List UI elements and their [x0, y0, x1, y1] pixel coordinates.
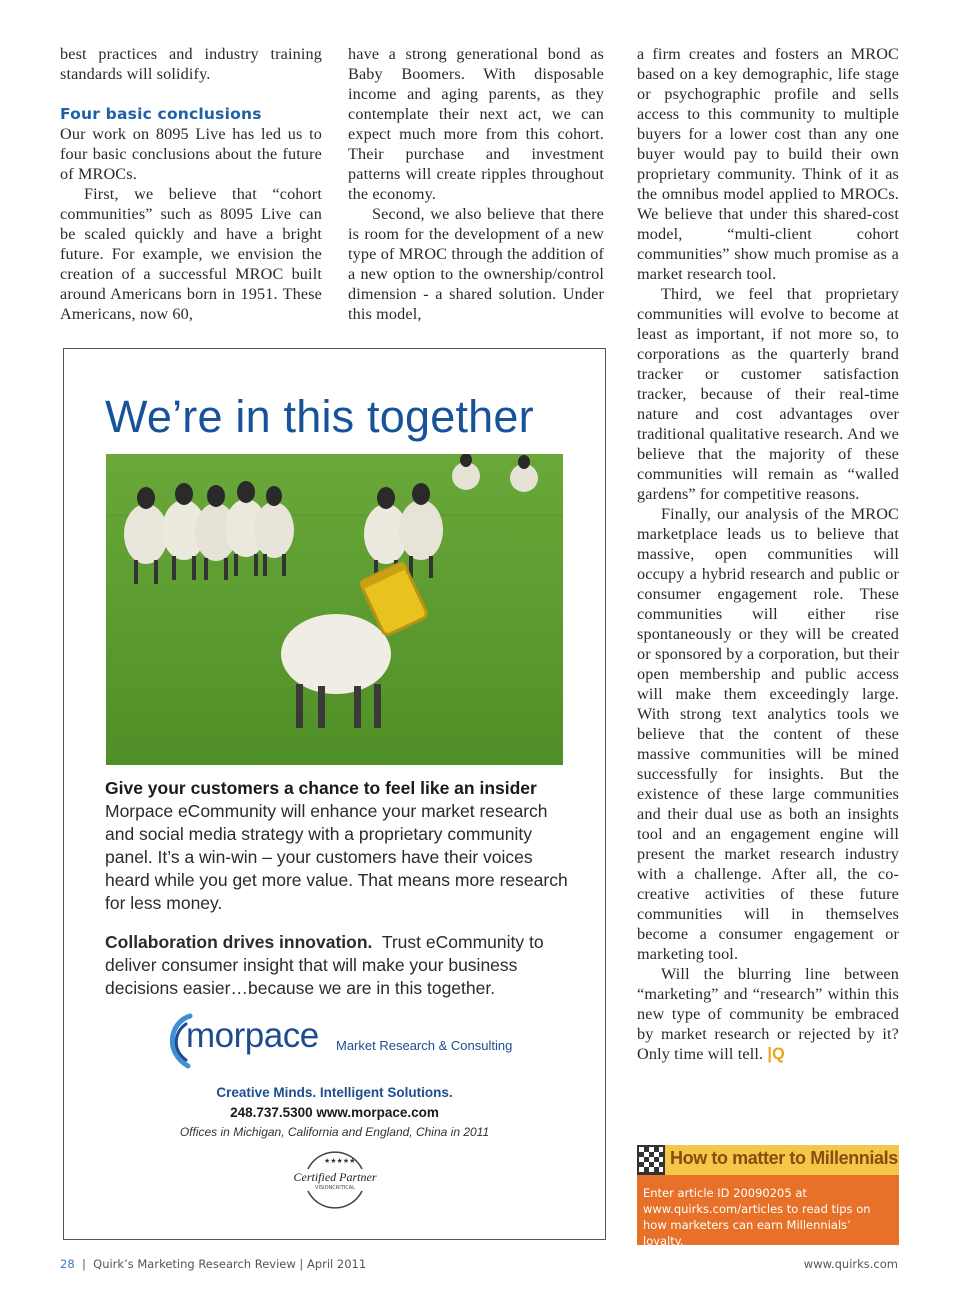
ad-contact: 248.737.5300 www.morpace.com [230, 1105, 439, 1120]
ad-slogan: Creative Minds. Intelligent Solutions. [216, 1085, 453, 1100]
paragraph: best practices and industry training standards will solidify. [60, 45, 322, 83]
paragraph: Our work on 8095 Live has led us to four basic conclusions about the future of MROCs. [60, 125, 322, 183]
sheep-photo [106, 454, 563, 765]
section-subhead: Four basic conclusions [60, 105, 262, 123]
paragraph: have a strong generational bond as Baby Boomers. With disposable income and aging parents, as they contemplate their next act, we can expect much more from this cohort. Their purchase and investment patterns will create ripples throughout the economy. [348, 45, 604, 203]
promo-header [637, 1145, 899, 1175]
certified-partner-badge [280, 1149, 390, 1209]
page-footer: 28 | Quirk’s Marketing Research Review | April 2011 [60, 1257, 367, 1271]
page-number: 28 [60, 1257, 75, 1271]
paragraph: a firm creates and fosters an MROC based on a key demographic, life stage or psychographic profile and sells access to this community to multiple buyers for a lower cost than any one buyer would pay to build their own proprietary community. Think of it as the omnibus model applied to MROCs. We believe that under this shared-cost model, “multi-client cohort communities” show much promise as a market research tool. [637, 45, 899, 283]
checker-icon [637, 1145, 665, 1175]
sheep-illustration [106, 454, 563, 765]
ad-offices: Offices in Michigan, California and England, China in 2011 [179, 1125, 490, 1139]
svg-text:★★★★★: ★★★★★ [324, 1157, 356, 1165]
morpace-logo [164, 1012, 513, 1070]
certified-partner-seal-icon [280, 1149, 390, 1209]
ad-subtext-bold: Give your customers a chance to feel like an insider [105, 778, 537, 798]
ad-subtext [105, 777, 575, 915]
ad-subtext-body: Morpace eCommunity will enhance your market research and social media strategy with a proprietary community panel. It’s a win-win – your customers have their voices heard while you get more value. That means more research for less money. [105, 801, 568, 913]
article-column-3 [637, 44, 899, 1064]
publication-name: Quirk’s Marketing Research Review [93, 1257, 296, 1271]
logo-tagline: Market Research & Consulting [336, 1038, 513, 1053]
paragraph [637, 964, 899, 1064]
cert-title: Certified Partner [293, 1170, 377, 1184]
cert-subtitle: VISIONCRITICAL [315, 1185, 355, 1191]
end-mark: |Q [767, 1045, 785, 1063]
ad-body-text: Trust eCommunity to deliver consumer insight that will make your business decisions easier…because we are in this together. [105, 932, 544, 998]
issue-date: April 2011 [306, 1257, 367, 1271]
paragraph: Third, we feel that proprietary communities will evolve to become at least as important, if not more so, to corporations as the quarterly brand tracker or customer satisfaction tracker, because of their real-time nature and cost advantages over traditional qualitative research. And we believe that the majority of these communities will remain as “walled gardens” for competitive reasons. [637, 285, 899, 503]
promo-body: Enter article ID 20090205 at www.quirks.com/articles to read tips on how marketers can earn Millennials’ loyalty. [637, 1175, 899, 1245]
ad-body [105, 931, 575, 1000]
morpace-advertisement [63, 348, 606, 1240]
closing-text: Will the blurring line between “marketing” and “research” within this new type of community be embraced by market research or rejected by it? Only time will tell. [637, 965, 899, 1063]
paragraph: Finally, our analysis of the MROC marketplace leads us to believe that massive, open communities will occupy a hybrid research and public or consumer engagement role. These communities will either rise spontaneously or they will be created or sponsored by a corporation, but their open membership and public access will make them exceedingly large. With strong text analytics tools we believe that the content of these massive communities will be mined successfully for insights. But the existence of these large communities and their dual use as both an insights tool and an engagement engine will present the market research industry with a challenge. After all, the co-creative activities of these future communities will in themselves become a consumer engagement or marketing tool. [637, 505, 899, 963]
ad-headline: We’re in this together [105, 391, 534, 442]
article-column-2 [348, 44, 604, 324]
article-column-1 [60, 44, 322, 324]
logo-wordmark: morpace [186, 1016, 319, 1055]
paragraph: Second, we also believe that there is room for the development of a new type of MROC through the addition of a new option to the ownership/control dimension - a shared solution. Under this model, [348, 205, 604, 323]
ad-body-bold: Collaboration drives innovation. [105, 932, 373, 952]
promo-title: How to matter to Millennials [670, 1148, 898, 1168]
promo-box [637, 1145, 899, 1248]
footer-url: www.quirks.com [803, 1257, 898, 1271]
paragraph: First, we believe that “cohort communities” such as 8095 Live can be scaled quickly and have a bright future. For example, we envision the creation of a successful MROC built around Americans born in 1951. These Americans, now 60, [60, 185, 322, 323]
